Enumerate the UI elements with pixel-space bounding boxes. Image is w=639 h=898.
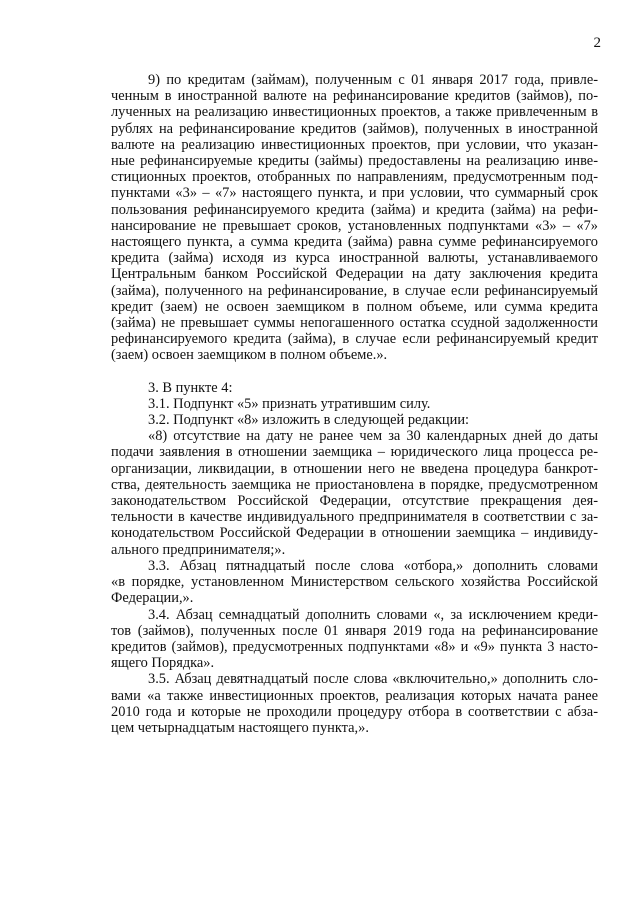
text-line: законодательством Российской Федерации, отсутствие прекращения дея- (111, 493, 598, 510)
text-line: тов (займов), полученных после 01 января 2019 года на рефинансирование (111, 622, 598, 639)
paragraph-3-5 (111, 671, 598, 736)
text-line: вами «а также инвестиционных проектов, реализация которых начата ранее (111, 687, 598, 704)
text-line: (займа) не превышает суммы непогашенного остатка ссудной задолженности (111, 315, 598, 332)
paragraph-3-3 (111, 558, 598, 607)
text-line: кредитов (займов), предусмотренных подпунктами «8» и «9» пункта 3 насто- (111, 638, 598, 655)
paragraph-3-1 (111, 396, 598, 412)
text-line: 3.2. Подпункт «8» изложить в следующей редакции: (148, 412, 470, 429)
text-line: 3. В пункте 4: (148, 379, 233, 396)
paragraph-9 (111, 72, 598, 364)
text-line: (займа), полученного на рефинансирование, в случае если рефинансируемый (111, 282, 598, 299)
text-line: стиционных проектов, отобранных по направлениям, предусмотренным под- (111, 169, 598, 186)
paragraph-3-2 (111, 412, 598, 428)
text-line: ченным в иностранной валюте на рефинансирование кредитов (займов), по- (111, 88, 598, 105)
text-line: цем четырнадцатым настоящего пункта,». (111, 719, 369, 736)
text-line: ального предпринимателя;». (111, 541, 286, 558)
text-line: лученных на реализацию инвестиционных проектов, а также привлеченным в (111, 104, 598, 121)
text-line: ные рефинансируемые кредиты (займы) предоставлены на реализацию инве- (111, 153, 598, 170)
text-line: 3.1. Подпункт «5» признать утратившим силу. (148, 395, 431, 412)
text-line: кредита (займа) исходя из курса иностранной валюты, устанавливаемого (111, 250, 598, 267)
text-line: конодательством Российской Федерации в отношении заемщика – индивиду- (111, 525, 598, 542)
text-line: валюте на реализацию инвестиционных проектов, при условии, что указан- (111, 136, 598, 153)
text-line: «8) отсутствие на дату не ранее чем за 30 календарных дней до даты (148, 428, 598, 445)
text-line: пользования рефинансируемого кредита (займа) и кредита (займа) на рефи- (111, 201, 598, 218)
text-line: 9) по кредитам (займам), полученным с 01 января 2017 года, привле- (148, 72, 598, 88)
paragraph-8-new-wording (111, 428, 598, 558)
text-line: кредит (заем) не освоен заемщиком в полном объеме, или сумма кредита (111, 298, 598, 315)
text-line: пунктами «3» – «7» настоящего пункта, и при условии, что суммарный срок (111, 185, 598, 202)
text-line: 3.4. Абзац семнадцатый дополнить словами «, за исключением креди- (148, 606, 598, 623)
paragraph-3-4 (111, 607, 598, 672)
text-line: тельности в качестве индивидуального предпринимателя в соответствии с за- (111, 509, 598, 526)
text-line: организации, ликвидации, в отношении него не введена процедура банкрот- (111, 460, 598, 477)
text-line: 3.3. Абзац пятнадцатый после слова «отбора,» дополнить словами (148, 557, 598, 574)
text-line: Федерации,». (111, 590, 194, 607)
text-line: «в порядке, установленном Министерством сельского хозяйства Российской (111, 574, 598, 591)
text-line: настоящего пункта, а сумма кредита (займа) равна сумме рефинансируемого (111, 234, 598, 251)
text-line: ства, деятельность заемщика не приостановлена в порядке, предусмотренном (111, 476, 598, 493)
text-line: рефинансируемого кредита (займа), в случае если рефинансируемый кредит (111, 331, 598, 348)
text-line: ящего Порядка». (111, 655, 215, 672)
text-line: (заем) освоен заемщиком в полном объеме.». (111, 347, 388, 364)
paragraph-3 (111, 380, 598, 396)
text-line: Центральным банком Российской Федерации на дату заключения кредита (111, 266, 598, 283)
page-number: 2 (593, 35, 601, 51)
text-line: подачи заявления в отношении заемщика – юридического лица процесса ре- (111, 444, 598, 461)
text-line: 3.5. Абзац девятнадцатый после слова «включительно,» дополнить сло- (148, 671, 598, 688)
document-body (111, 72, 598, 736)
text-line: 2010 года и которые не проходили процедуру отбора в соответствии с абза- (111, 703, 598, 720)
text-line: нансирование не превышает сроков, установленных подпунктами «3» – «7» (111, 217, 598, 234)
text-line: рублях на рефинансирование кредитов (займов), полученных в иностранной (111, 120, 598, 137)
